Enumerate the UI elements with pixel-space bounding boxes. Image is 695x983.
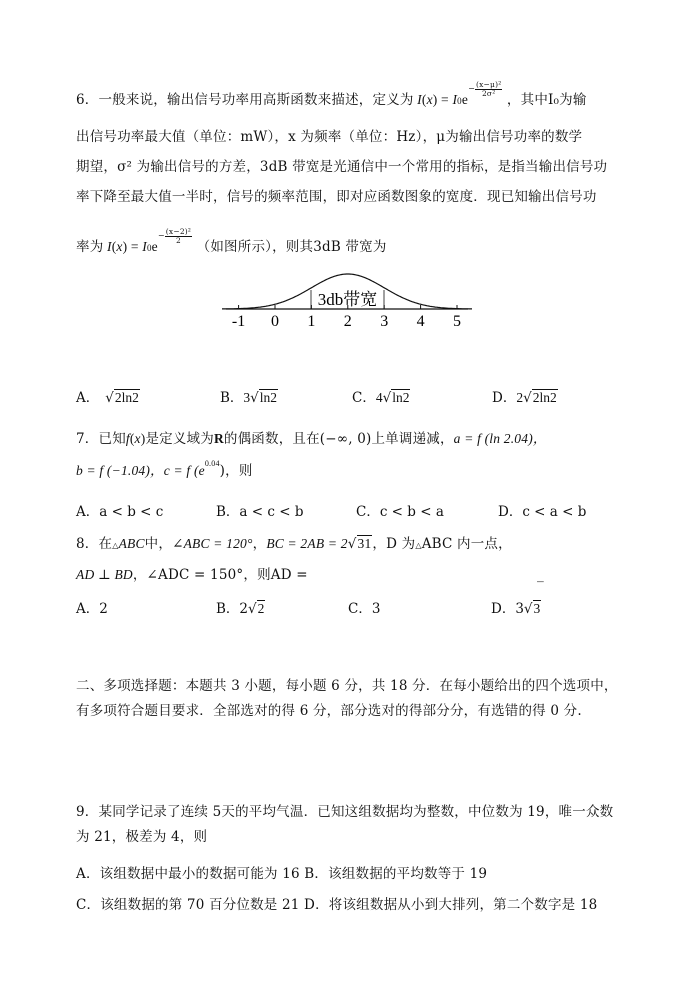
q8-line-2: AD ⊥ BD，∠ADC = 150°，则AD = [76,567,308,583]
tick-label: 5 [453,313,461,330]
q8-line-1: 8．在△ABC中，∠ABC = 120°，BC = 2AB = 2√31，D 为△ABC 内一点， [76,536,512,552]
q7-option-d[interactable]: D．c < a < b [498,504,587,520]
section-2-instructions: 有多项符合题目要求．全部选对的得 6 分，部分选对的得部分分，有选错的得 0 分. [76,703,582,719]
q9-line-2: 为 21，极差为 4，则 [76,829,208,845]
gaussian-graph [222,268,472,332]
q6-option-d[interactable]: D．2√2ln2 [492,390,557,406]
q6-line-5: 率为 $I(x) = I0e^{-\frac{\text{(x−2)²}}{2}}$ （如图所示），则其3dB 带宽为 [76,227,387,255]
exponent-numerator: (x−μ)² [475,80,502,89]
q7-line-1: 7．已知f(x)是定义域为R的偶函数，且在(−∞, 0)上单调递减，a = f (ln 2.04)， [76,431,547,447]
q6-line-4: 率下降至最大值一半时，信号的频率范围，即对应函数图象的宽度．现已知输出信号功 [76,189,597,205]
q8-option-b[interactable]: B．2√2 [216,601,265,617]
q7-option-b[interactable]: B．a < c < b [216,504,304,520]
q7-line-2: b = f (−1.04)，c = f $(e^{0.04})$，则 [76,459,253,479]
q8-option-a[interactable]: A．2 [76,601,108,617]
q9-options-ab[interactable]: A．该组数据中最小的数据可能为 16 B．该组数据的平均数等于 19 [76,866,488,882]
tick-label: 0 [271,313,279,330]
q7-option-c[interactable]: C．c < b < a [356,504,444,520]
q9-options-cd[interactable]: C．该组数据的第 70 百分位数是 21 D．将该组数据从小到大排列，第二个数字是 18 [76,897,598,913]
q6-line-3: 期望，σ² 为输出信号的方差，3dB 带宽是光通信中一个常用的指标，是指当输出信号功 [76,159,608,175]
q8-option-d[interactable]: D．3√3 [491,601,541,617]
tick-label: 4 [416,313,425,330]
bandwidth-label: 3db带宽 [317,290,378,309]
exponent-denominator: 2σ² [481,89,496,98]
section-2-heading: 二、多项选择题：本题共 3 小题，每小题 6 分，共 18 分．在每小题给出的四个选项中， [76,678,618,694]
q6-option-c[interactable]: C．4√ln2 [352,390,410,406]
q6-option-a[interactable]: A． √2ln2 [76,390,139,406]
tick-label: 3 [380,313,389,330]
q9-line-1: 9．某同学记录了连续 5天的平均气温．已知这组数据均为整数，中位数为 19，唯一众数 [76,804,614,820]
q6-option-b[interactable]: B．3√ln2 [220,390,278,406]
q8-option-c[interactable]: C．3 [348,601,381,617]
tick-label: -1 [231,313,246,330]
q7-option-a[interactable]: A．a < b < c [76,504,164,520]
tick-label: 1 [307,313,316,330]
tick-label: 2 [343,313,352,330]
q6-line-2: 出信号功率最大值（单位：mW），x 为频率（单位：Hz），μ为输出信号功率的数学 [76,129,583,145]
q6-line-1: 6．一般来说，输出信号功率用高斯函数来描述，定义为 $I(x) = I0e^{-\frac{\text{(x−μ)²}}{\text{2σ²}}}$ ，其中I₀为输 [76,80,587,108]
answer-blank: _ [537,567,544,583]
gauss-formula: I [413,92,422,107]
